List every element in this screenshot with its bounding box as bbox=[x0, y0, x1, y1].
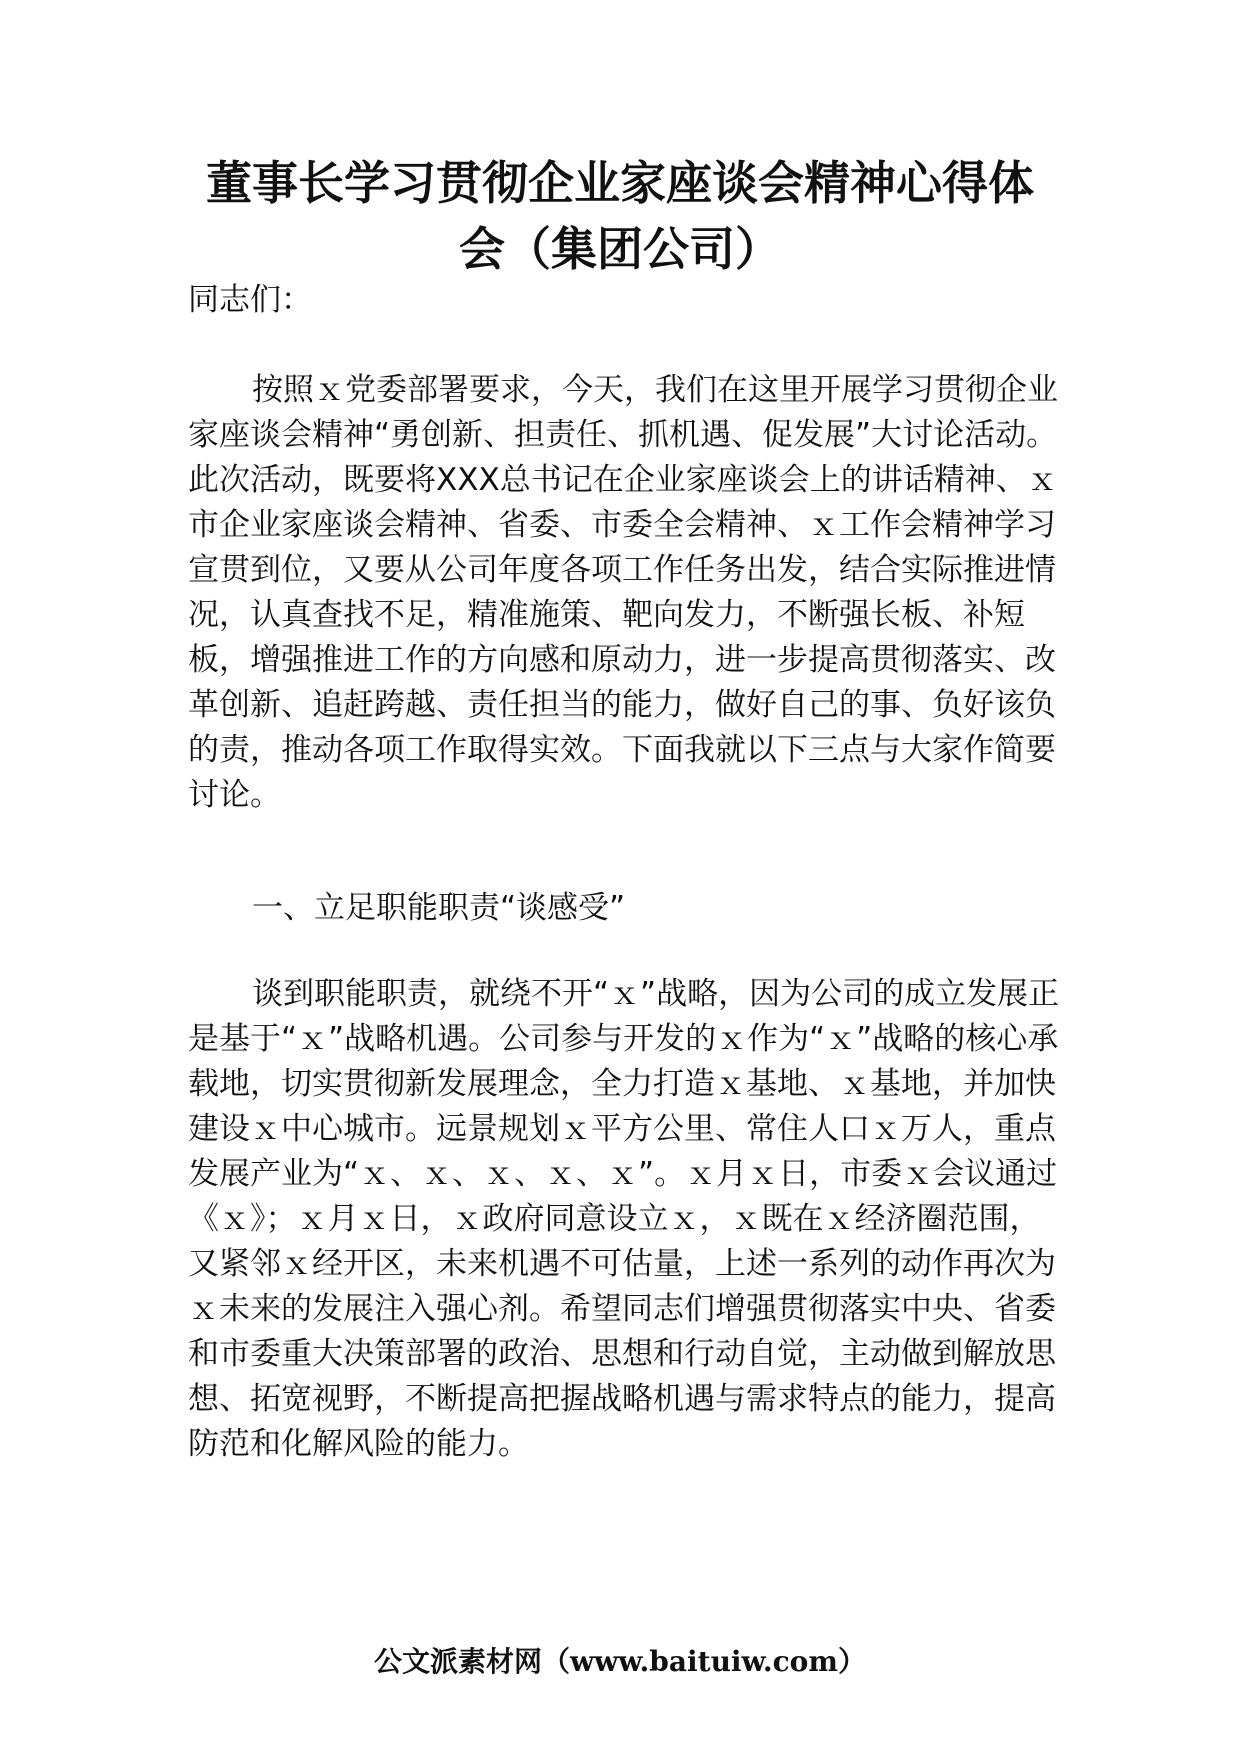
title-line-2: 会（集团公司） bbox=[459, 222, 781, 276]
title-line-1: 董事长学习贯彻企业家座谈会精神心得体 bbox=[206, 156, 1034, 210]
footer-watermark: 公文派素材网（www.baituiw.com） bbox=[374, 1645, 866, 1678]
document-title bbox=[190, 150, 1050, 282]
greeting: 同志们： bbox=[188, 282, 312, 318]
paragraph-2: 谈到职能职责，就绕不开“ｘ”战略，因为公司的成立发展正是基于“ｘ”战略机遇。公司参与开发的ｘ作为“ｘ”战略的核心承载地，切实贯彻新发展理念，全力打造ｘ基地、ｘ基地，并加快建设ｘ中心城市。远景规划ｘ平方公里、常住人口ｘ万人，重点发展产业为“ｘ、ｘ、ｘ、ｘ、ｘ”。ｘ月ｘ日，市委ｘ会议通过《ｘ》；ｘ月ｘ日，ｘ政府同意设立ｘ，ｘ既在ｘ经济圈范围，又紧邻ｘ经开区，未来机遇不可估量，上述一系列的动作再次为ｘ未来的发展注入强心剂。希望同志们增强贯彻落实中央、省委和市委重大决策部署的政治、思想和行动自觉，主动做到解放思想、拓宽视野，不断提高把握战略机遇与需求特点的能力，提高防范和化解风险的能力。 bbox=[188, 976, 1060, 1462]
paragraph-1: 按照ｘ党委部署要求，今天，我们在这里开展学习贯彻企业家座谈会精神“勇创新、担责任、抓机遇、促发展”大讨论活动。此次活动，既要将XXX总书记在企业家座谈会上的讲话精神、ｘ市企业家座谈会精神、省委、市委全会精神、ｘ工作会精神学习宣贯到位，又要从公司年度各项工作任务出发，结合实际推进情况，认真查找不足，精准施策、靶向发力，不断强长板、补短板，增强推进工作的方向感和原动力，进一步提高贯彻落实、改革创新、追赶跨越、责任担当的能力，做好自己的事、负好该负的责，推动各项工作取得实效。下面我就以下三点与大家作简要讨论。 bbox=[188, 372, 1058, 813]
section-heading-1: 一、立足职能职责“谈感受” bbox=[252, 890, 626, 926]
